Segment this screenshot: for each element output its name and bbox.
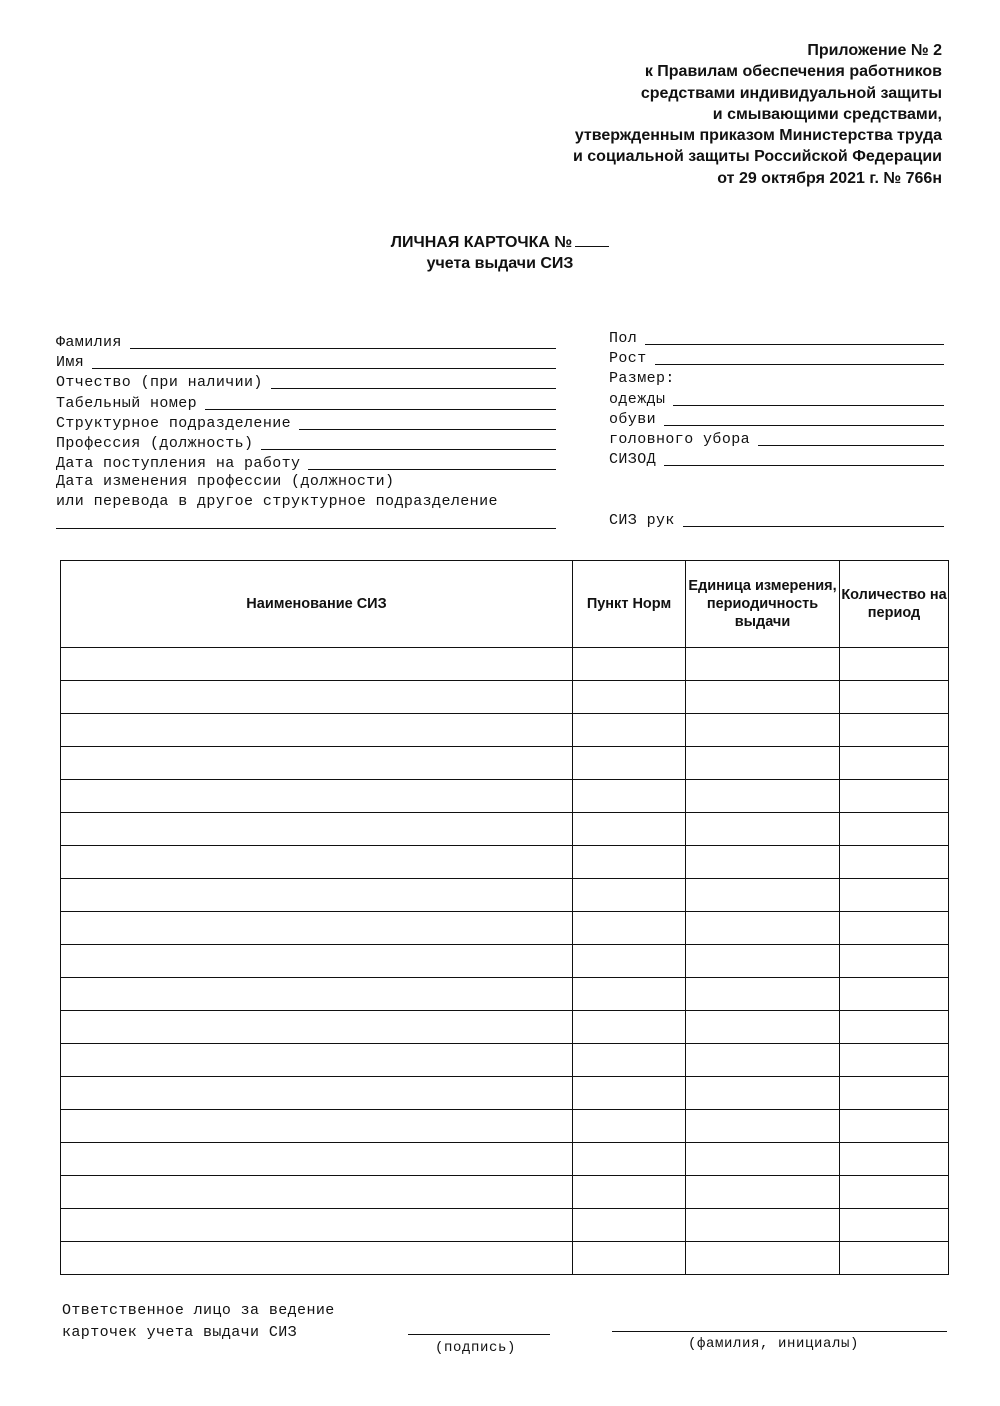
personnel-number-field[interactable]: [56, 393, 556, 413]
table-row: [61, 714, 949, 747]
table-cell[interactable]: [573, 1176, 686, 1209]
personnel-number-line[interactable]: [205, 409, 556, 410]
table-row: [61, 945, 949, 978]
hire-date-label: Дата поступления на работу: [56, 455, 301, 472]
headwear-label: головного убора: [609, 431, 751, 448]
table-row: [61, 681, 949, 714]
table-cell[interactable]: [686, 1176, 840, 1209]
appendix-line: Приложение № 2: [807, 42, 942, 59]
table-cell[interactable]: [686, 846, 840, 879]
table-cell[interactable]: [686, 879, 840, 912]
name-label: Имя: [56, 354, 85, 371]
table-row: [61, 780, 949, 813]
gender-line[interactable]: [645, 344, 944, 345]
table-cell[interactable]: [840, 1143, 949, 1176]
table-cell[interactable]: [840, 780, 949, 813]
name-line[interactable]: [92, 368, 556, 369]
table-cell[interactable]: [840, 1176, 949, 1209]
table-cell[interactable]: [573, 1242, 686, 1275]
table-cell[interactable]: [840, 945, 949, 978]
table-cell[interactable]: [573, 1143, 686, 1176]
table-cell[interactable]: [840, 1110, 949, 1143]
patronymic-line[interactable]: [271, 388, 556, 389]
table-cell[interactable]: [686, 1077, 840, 1110]
table-cell[interactable]: [686, 747, 840, 780]
table-row: [61, 846, 949, 879]
table-cell[interactable]: [573, 1209, 686, 1242]
document-title: [300, 232, 700, 274]
table-cell[interactable]: [61, 813, 573, 846]
table-cell[interactable]: [61, 912, 573, 945]
table-cell[interactable]: [573, 1011, 686, 1044]
table-cell[interactable]: [686, 780, 840, 813]
table-cell[interactable]: [686, 714, 840, 747]
profession-field[interactable]: [56, 433, 556, 453]
responsible-person-label: [62, 1300, 335, 1344]
table-cell[interactable]: [573, 648, 686, 681]
table-cell[interactable]: [686, 945, 840, 978]
surname-line[interactable]: [130, 348, 556, 349]
patronymic-field[interactable]: [56, 372, 556, 392]
table-cell[interactable]: [573, 912, 686, 945]
appendix-line: и социальной защиты Российской Федерации: [572, 148, 942, 166]
signature-caption: (подпись): [435, 1340, 517, 1356]
table-cell[interactable]: [61, 1077, 573, 1110]
table-row: [61, 912, 949, 945]
table-cell[interactable]: [840, 681, 949, 714]
table-body: [61, 648, 949, 1275]
table-cell[interactable]: [61, 1044, 573, 1077]
table-cell[interactable]: [840, 1011, 949, 1044]
table-row: [61, 1176, 949, 1209]
appendix-line: утвержденным приказом Министерства труда: [574, 127, 942, 145]
hand-ppe-label: СИЗ рук: [609, 512, 675, 529]
table-row: [61, 1143, 949, 1176]
table-cell[interactable]: [61, 1242, 573, 1275]
hire-date-field[interactable]: [56, 453, 556, 473]
gender-label: Пол: [609, 330, 638, 347]
column-header: Количество на период: [840, 561, 949, 648]
table-cell[interactable]: [840, 714, 949, 747]
respiratory-line[interactable]: [664, 465, 944, 466]
table-cell[interactable]: [573, 978, 686, 1011]
surname-field[interactable]: [56, 332, 556, 352]
title-line-2: учета выдачи СИЗ: [426, 255, 574, 272]
headwear-size-field[interactable]: [609, 429, 944, 449]
table-cell[interactable]: [686, 813, 840, 846]
table-cell[interactable]: [573, 879, 686, 912]
table-cell[interactable]: [573, 681, 686, 714]
table-cell[interactable]: [61, 1143, 573, 1176]
change-date-line[interactable]: [56, 528, 556, 529]
signature-line[interactable]: [408, 1334, 550, 1335]
table-cell[interactable]: [686, 1011, 840, 1044]
table-cell[interactable]: [686, 1242, 840, 1275]
table-cell[interactable]: [573, 813, 686, 846]
table-cell[interactable]: [686, 978, 840, 1011]
table-row: [61, 978, 949, 1011]
table-cell[interactable]: [840, 1044, 949, 1077]
responsible-line-2: карточек учета выдачи СИЗ: [62, 1324, 298, 1341]
respiratory-label: СИЗОД: [609, 451, 657, 468]
respiratory-size-field[interactable]: [609, 449, 944, 469]
responsible-line-1: Ответственное лицо за ведение: [62, 1302, 335, 1319]
name-field[interactable]: [56, 352, 556, 372]
table-cell[interactable]: [573, 1110, 686, 1143]
height-label: Рост: [609, 350, 647, 367]
table-cell[interactable]: [61, 879, 573, 912]
table-cell[interactable]: [840, 1209, 949, 1242]
table-cell[interactable]: [61, 978, 573, 1011]
change-date-label-1: Дата изменения профессии (должности): [56, 473, 395, 490]
clothing-line[interactable]: [673, 405, 944, 406]
card-number-field[interactable]: [575, 232, 609, 247]
shoe-size-field[interactable]: [609, 409, 944, 429]
table-cell[interactable]: [61, 780, 573, 813]
table-cell[interactable]: [61, 714, 573, 747]
column-header: Единица измерения, периодичность выдачи: [686, 561, 840, 648]
gender-field[interactable]: [609, 328, 944, 348]
shoes-line[interactable]: [664, 425, 944, 426]
hire-date-line[interactable]: [308, 469, 556, 470]
table-cell[interactable]: [573, 1077, 686, 1110]
table-cell[interactable]: [61, 1011, 573, 1044]
surname-label: Фамилия: [56, 334, 122, 351]
table-cell[interactable]: [686, 1044, 840, 1077]
hand-ppe-size-field[interactable]: [609, 510, 944, 530]
table-cell[interactable]: [686, 648, 840, 681]
table-cell[interactable]: [686, 681, 840, 714]
table-cell[interactable]: [61, 648, 573, 681]
appendix-line: к Правилам обеспечения работников: [644, 63, 942, 81]
clothing-size-field[interactable]: [609, 389, 944, 409]
table-cell[interactable]: [840, 879, 949, 912]
table-cell[interactable]: [61, 1176, 573, 1209]
table-cell[interactable]: [573, 1044, 686, 1077]
column-header: Пункт Норм: [573, 561, 686, 648]
table-cell[interactable]: [61, 681, 573, 714]
appendix-reference: [482, 40, 942, 189]
name-initials-caption: (фамилия, инициалы): [688, 1336, 860, 1352]
table-cell[interactable]: [840, 648, 949, 681]
table-row: [61, 1011, 949, 1044]
table-row: [61, 1209, 949, 1242]
table-cell[interactable]: [686, 1209, 840, 1242]
clothing-label: одежды: [609, 391, 666, 408]
table-cell[interactable]: [573, 945, 686, 978]
change-date-label-2: или перевода в другое структурное подразделение: [56, 493, 498, 510]
table-cell[interactable]: [61, 846, 573, 879]
table-cell[interactable]: [840, 978, 949, 1011]
table-cell[interactable]: [61, 747, 573, 780]
department-line[interactable]: [299, 429, 556, 430]
appendix-line: и смывающими средствами,: [712, 105, 942, 123]
height-line[interactable]: [655, 364, 944, 365]
table-row: [61, 1077, 949, 1110]
table-row: [61, 1110, 949, 1143]
table-row: [61, 879, 949, 912]
table-cell[interactable]: [686, 912, 840, 945]
table-cell[interactable]: [840, 1242, 949, 1275]
headwear-line[interactable]: [758, 445, 944, 446]
table-header-row: [61, 561, 949, 648]
department-label: Структурное подразделение: [56, 415, 292, 432]
profession-line[interactable]: [261, 449, 556, 450]
table-cell[interactable]: [573, 780, 686, 813]
table-cell[interactable]: [573, 846, 686, 879]
table-cell[interactable]: [840, 1077, 949, 1110]
table-cell[interactable]: [573, 714, 686, 747]
table-cell[interactable]: [840, 747, 949, 780]
table-cell[interactable]: [840, 912, 949, 945]
table-cell[interactable]: [61, 1209, 573, 1242]
table-row: [61, 1242, 949, 1275]
table-row: [61, 648, 949, 681]
appendix-line: средствами индивидуальной защиты: [640, 84, 942, 102]
table-cell[interactable]: [840, 846, 949, 879]
table-cell[interactable]: [686, 1143, 840, 1176]
hand-ppe-line[interactable]: [683, 526, 944, 527]
table-cell[interactable]: [573, 747, 686, 780]
size-label: Размер:: [609, 370, 675, 387]
title-text: ЛИЧНАЯ КАРТОЧКА №: [390, 234, 573, 251]
patronymic-label: Отчество (при наличии): [56, 374, 263, 391]
shoes-label: обуви: [609, 411, 657, 428]
table-row: [61, 1044, 949, 1077]
personnel-number-label: Табельный номер: [56, 395, 198, 412]
title-line-1: [300, 232, 700, 253]
column-header: Наименование СИЗ: [61, 561, 573, 648]
table-cell[interactable]: [686, 1110, 840, 1143]
table-row: [61, 813, 949, 846]
table-cell[interactable]: [840, 813, 949, 846]
profession-label: Профессия (должность): [56, 435, 254, 452]
height-field[interactable]: [609, 348, 944, 368]
table-cell[interactable]: [61, 945, 573, 978]
appendix-line: от 29 октября 2021 г. № 766н: [717, 169, 942, 187]
siz-issue-table: [60, 560, 949, 1275]
department-field[interactable]: [56, 413, 556, 433]
table-row: [61, 747, 949, 780]
name-initials-line[interactable]: [612, 1331, 947, 1332]
table-cell[interactable]: [61, 1110, 573, 1143]
